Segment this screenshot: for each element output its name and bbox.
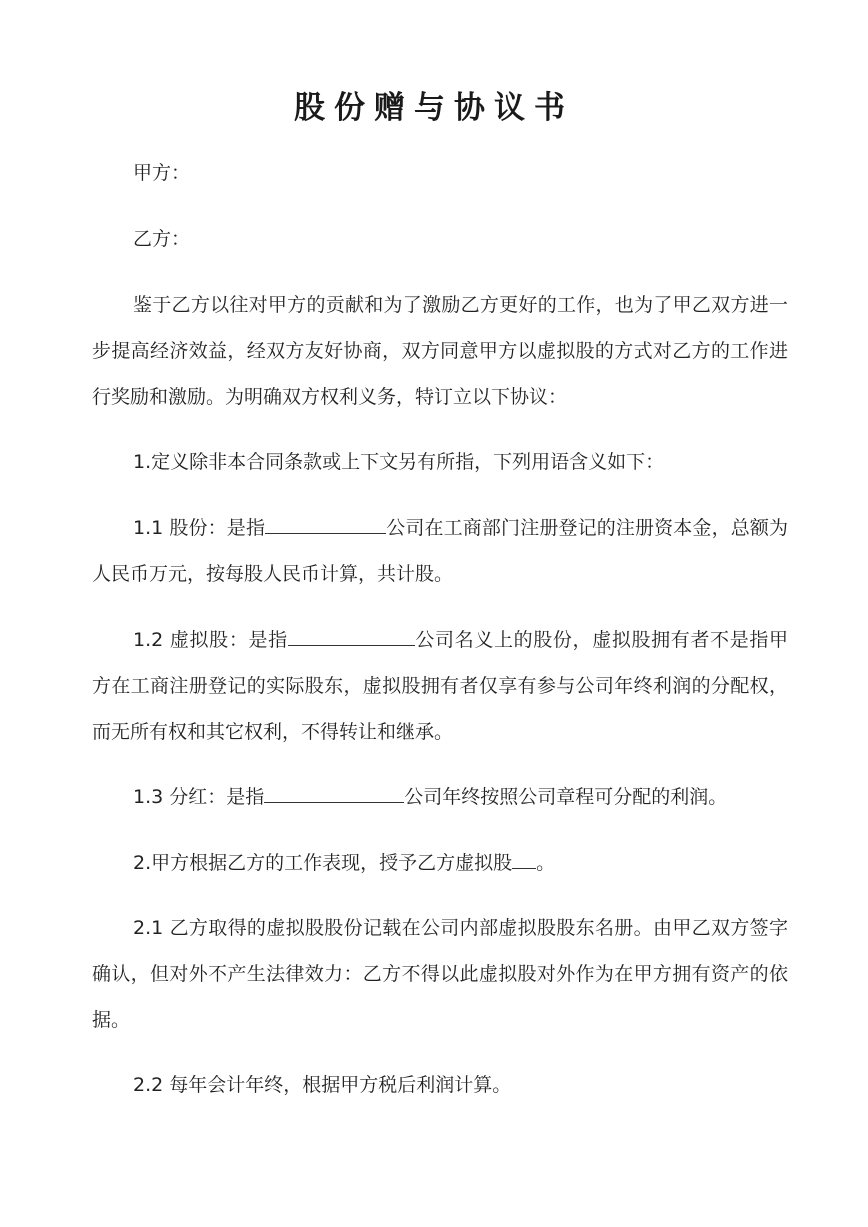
clause-1-1-rest: 公司在工商部门注册登记的注册资本金，总额为人民币万元，按每股人民币计算，共计股。 bbox=[92, 517, 788, 585]
blank-share-count-line bbox=[512, 846, 536, 869]
clause-1-3-rest: 公司年终按照公司章程可分配的利润。 bbox=[404, 786, 728, 808]
document-title: 股份赠与协议书 bbox=[294, 90, 574, 126]
clause-1-3-lead: 1.3 分红：是指 bbox=[133, 786, 265, 808]
clause-1-2-lead: 1.2 虚拟股：是指 bbox=[133, 629, 288, 651]
clause-1-3-dividend bbox=[92, 774, 788, 820]
clause-1-2-rest: 公司名义上的股份，虚拟股拥有者不是指甲方在工商注册登记的实际股东，虚拟股拥有者仅享有参与公司年终利润的分配权，而无所有权和其它权利，不得转让和继承。 bbox=[92, 629, 788, 743]
party-a-line: 甲方： bbox=[133, 162, 191, 184]
clause-1-definitions: 1.定义除非本合同条款或上下文另有所指，下列用语含义如下： bbox=[133, 451, 665, 473]
blank-company-name-line bbox=[264, 780, 404, 803]
clause-2-end: 。 bbox=[536, 852, 556, 874]
blank-company-name-line bbox=[288, 623, 415, 646]
clause-2-lead: 2.甲方根据乙方的工作表现，授予乙方虚拟股 bbox=[133, 852, 513, 874]
clause-2-grant bbox=[92, 840, 788, 886]
preamble-paragraph: 鉴于乙方以往对甲方的贡献和为了激励乙方更好的工作，也为了甲乙双方进一步提高经济效益，经双方友好协商，双方同意甲方以虚拟股的方式对乙方的工作进行奖励和激励。为明确双方权利义务，特订立以下协议： bbox=[92, 294, 788, 408]
clause-2-2-calculation: 2.2 每年会计年终，根据甲方税后利润计算。 bbox=[133, 1074, 512, 1096]
clause-1-1-shares bbox=[92, 505, 788, 597]
clause-2-1-register: 2.1 乙方取得的虚拟股股份记载在公司内部虚拟股股东名册。由甲乙双方签字确认，但对外不产生法律效力：乙方不得以此虚拟股对外作为在甲方拥有资产的依据。 bbox=[92, 917, 788, 1031]
party-b-line: 乙方： bbox=[133, 228, 191, 250]
clause-1-2-virtual-shares bbox=[92, 617, 788, 755]
clause-1-1-lead: 1.1 股份：是指 bbox=[133, 517, 266, 539]
blank-company-name-line bbox=[265, 511, 386, 534]
